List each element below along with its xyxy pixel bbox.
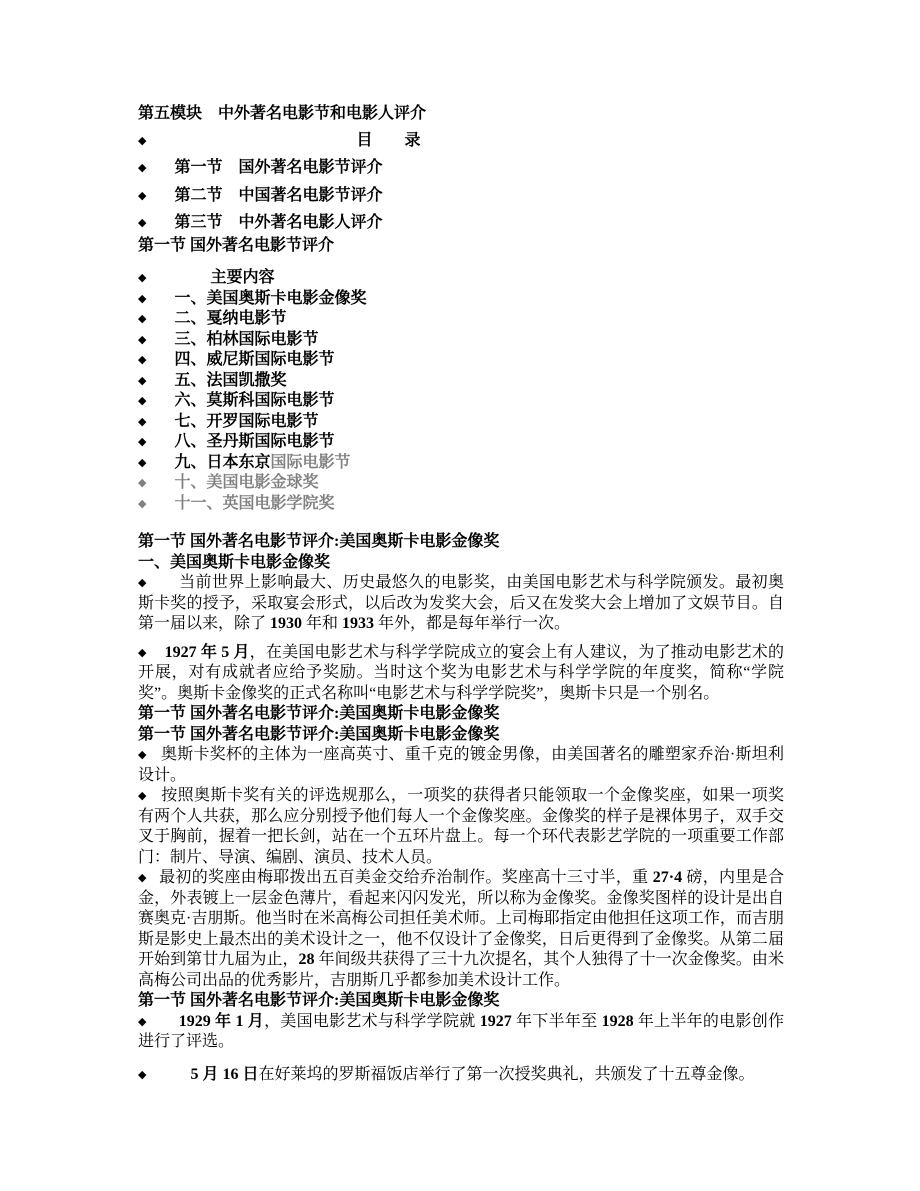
diamond-bullet-icon: ◆: [138, 189, 147, 202]
text-run: 四、威尼斯国际电影节: [174, 351, 335, 368]
document-body: [138, 104, 784, 1085]
list-item-10: [138, 473, 784, 494]
text-run: 1930: [270, 615, 303, 632]
text-run: 最初的奖座由梅耶拨出五百美金交给乔治制作。奖座高十三寸半，重: [158, 869, 653, 886]
diamond-bullet-icon: ◆: [138, 272, 147, 284]
text-run: 1929 年 1 月: [178, 1012, 265, 1030]
text-run: 奥斯卡奖杯的主体为一座高英寸、重千克的镀金男像，由美国著名的雕塑家乔治·斯坦利设计。: [138, 746, 784, 784]
bullet-text-spacer: [147, 881, 159, 882]
text-run: 在好莱坞的罗斯福饭店举行了第一次授奖典礼，共颁发了十五尊金像。: [258, 1065, 755, 1083]
text-run: 第一节 国外著名电影节评介: [174, 159, 383, 176]
text-run: 按照奥斯卡奖有关的评选规那么，一项奖的获得者只能领取一个金像奖座，如果一项奖有两个人共获，那么应分别授予他们每人一个金像奖座。金像奖的样子是裸体男子，双手交叉于胸前，握着一把长剑，站在一个五环片盘上。每一个环代表影艺学院的一项重要工作部门：制片、导演、编剧、演员、技术人员。: [138, 787, 784, 866]
list-item-1: [138, 289, 784, 310]
section-heading: [138, 725, 784, 746]
text-run: 六、莫斯科国际电影节: [174, 392, 335, 409]
diamond-bullet-icon: ◆: [138, 313, 147, 325]
text-run: 目 录: [356, 131, 421, 149]
text-run: 当前世界上影响最大、历史最悠久的电影奖，由美国电影艺术与科学院颁发。最初奥斯卡奖的授予，采取宴会形式，以后改为发奖大会，后又在发奖大会上增加了文娱节目。自第一届以来，除了: [138, 574, 784, 632]
bullet-text-spacer: [146, 226, 174, 227]
diamond-bullet-icon: ◆: [138, 1068, 147, 1081]
toc-item-1: [138, 158, 784, 179]
diamond-bullet-icon: ◆: [138, 395, 147, 407]
paragraph: [138, 1012, 784, 1053]
bullet-text-spacer: [146, 322, 174, 323]
diamond-bullet-icon: ◆: [138, 749, 147, 761]
bullet-text-spacer: [146, 445, 174, 446]
bullet-text-spacer: [146, 384, 174, 385]
text-run: 年下半年至: [511, 1012, 602, 1030]
bullet-text-spacer: [146, 486, 174, 487]
text-run: 国际电影节: [270, 453, 351, 471]
diamond-bullet-icon: ◆: [138, 415, 147, 428]
bullet-text-spacer: [146, 343, 174, 344]
bullet-text-spacer: [147, 799, 161, 800]
text-run: 第一节 国外著名电影节评介:美国奥斯卡电影金像奖: [138, 992, 500, 1009]
text-run: 1927: [479, 1012, 512, 1030]
toc-item-2: [138, 186, 784, 207]
blank-line: [138, 256, 784, 268]
section-heading: [138, 236, 784, 257]
text-run: 1928: [601, 1012, 634, 1030]
paragraph: [138, 643, 784, 705]
diamond-bullet-icon: ◆: [138, 217, 147, 229]
blank-line: [138, 514, 784, 532]
text-run: 一、美国奥斯卡电影金像奖: [174, 289, 367, 307]
text-run: 主要内容: [210, 269, 275, 286]
bullet-text-spacer: [146, 507, 174, 508]
text-run: 年上半年的电影创作进行了评选。: [138, 1012, 784, 1050]
list-item-9: [138, 453, 784, 474]
bullet-text-spacer: [146, 404, 174, 405]
diamond-bullet-icon: ◆: [138, 646, 147, 659]
bullet-text-spacer: [146, 171, 174, 172]
module-title: [138, 104, 784, 125]
diamond-bullet-icon: ◆: [138, 872, 147, 884]
list-item-11: [138, 494, 784, 515]
list-item-3: [138, 330, 784, 351]
bullet-text-spacer: [146, 302, 174, 303]
toc-title: [138, 131, 784, 152]
diamond-bullet-icon: ◆: [138, 162, 147, 174]
list-item-2: [138, 309, 784, 330]
text-run: 1933: [342, 615, 375, 632]
text-run: 三、柏林国际电影节: [174, 330, 319, 348]
bullet-text-spacer: [146, 363, 174, 364]
list-item-5: [138, 371, 784, 392]
text-run: 27·4: [652, 869, 683, 886]
text-run: 第一节 国外著名电影节评介:美国奥斯卡电影金像奖: [138, 705, 500, 722]
list-item-8: [138, 432, 784, 453]
text-run: 第一节 国外著名电影节评介:美国奥斯卡电影金像奖: [138, 533, 500, 550]
diamond-bullet-icon: ◆: [138, 497, 147, 510]
bullet-text-spacer: [146, 199, 174, 200]
paragraph: [138, 1065, 784, 1086]
bullet-text-spacer: [147, 1025, 179, 1026]
diamond-bullet-icon: ◆: [138, 436, 147, 448]
text-run: 八、圣丹斯国际电影节: [174, 433, 335, 450]
bullet-text-spacer: [146, 281, 210, 282]
bullet-text-spacer: [147, 656, 165, 657]
text-run: 二、戛纳电影节: [174, 310, 287, 327]
paragraph: [138, 868, 784, 991]
paragraph: [138, 745, 784, 786]
text-run: 28: [298, 951, 315, 968]
list-item-7: [138, 412, 784, 433]
text-run: 第二节 中国著名电影节评介: [174, 186, 383, 204]
text-run: 1927 年 5 月: [164, 643, 250, 661]
diamond-bullet-icon: ◆: [138, 354, 147, 366]
section-heading: [138, 704, 784, 725]
diamond-bullet-icon: ◆: [138, 333, 147, 346]
text-run: 一、美国奥斯卡电影金像奖: [138, 553, 331, 571]
text-run: 五、法国凯撒奖: [174, 371, 287, 389]
diamond-bullet-icon: ◆: [138, 292, 147, 305]
sub-heading: [138, 553, 784, 574]
bullet-text-spacer: [146, 466, 174, 467]
text-run: 年和: [302, 615, 343, 632]
text-run: ，美国电影艺术与科学学院就: [264, 1012, 480, 1030]
text-run: 磅，内里是合金，外表镀上一层金色薄片，看起来闪闪发光，所以称为金像奖。金像奖图样的设计是出自赛奥克·吉朋斯。他当时在米高梅公司担任美术师。上司梅耶指定由他担任这项工作，而吉朋斯是影史上最杰出的美术设计之一，他不仅设计了金像奖，日后更得到了金像奖。从第二届开始到第廿九届为止，: [138, 869, 784, 968]
list-item-6: [138, 391, 784, 412]
diamond-bullet-icon: ◆: [138, 374, 147, 387]
bullet-text-spacer: [146, 144, 356, 145]
diamond-bullet-icon: ◆: [138, 456, 147, 469]
bullet-text-spacer: [147, 758, 161, 759]
text-run: 十、美国电影金球奖: [174, 474, 319, 491]
text-run: 年间级共获得了三十九次提名，其个人独得了十一次金像奖。由米高梅公司出品的优秀影片，吉朋斯几乎都参加美术设计工作。: [138, 951, 784, 989]
text-run: 第一节 国外著名电影节评介: [138, 236, 335, 254]
text-run: 第三节 中外著名电影人评介: [174, 214, 383, 231]
diamond-bullet-icon: ◆: [138, 134, 147, 147]
toc-item-3: [138, 213, 784, 234]
paragraph: [138, 786, 784, 868]
text-run: 5 月 16 日: [190, 1065, 259, 1083]
diamond-bullet-icon: ◆: [138, 577, 147, 589]
text-run: 第五模块 中外著名电影节和电影人评介: [138, 105, 427, 122]
bullet-text-spacer: [146, 425, 174, 426]
bullet-text-spacer: [146, 1078, 190, 1079]
paragraph: [138, 573, 784, 635]
text-run: 十一、英国电影学院奖: [174, 494, 335, 512]
text-run: 年外，都是每年举行一次。: [374, 615, 571, 632]
diamond-bullet-icon: ◆: [138, 1015, 147, 1028]
section-heading: [138, 991, 784, 1012]
diamond-bullet-icon: ◆: [138, 477, 147, 489]
list-item-4: [138, 350, 784, 371]
diamond-bullet-icon: ◆: [138, 790, 147, 802]
bullet-text-spacer: [147, 586, 179, 587]
section-heading: [138, 532, 784, 553]
text-run: 七、开罗国际电影节: [174, 412, 319, 430]
text-run: ，在美国电影艺术与科学学院成立的宴会上有人建议，为了推动电影艺术的开展，对有成就者应给予奖励。当时这个奖为电影艺术与科学学院的年度奖，简称“学院奖”。奥斯卡金像奖的正式名称叫“电影艺术与科学学院奖”，奥斯卡只是一个别名。: [138, 643, 784, 702]
text-run: 第一节 国外著名电影节评介:美国奥斯卡电影金像奖: [138, 725, 500, 743]
blank-line: [138, 1053, 784, 1065]
list-header: [138, 268, 784, 289]
text-run: 九、日本东京: [174, 453, 271, 471]
